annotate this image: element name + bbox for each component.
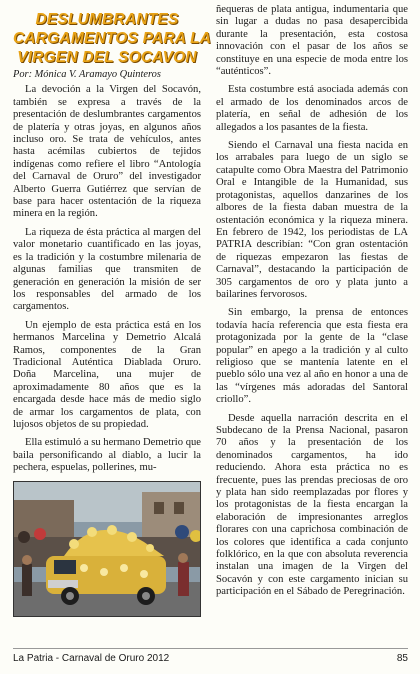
author-byline: Por: Mónica V. Aramayo Quinteros — [13, 69, 161, 80]
left-column — [13, 4, 212, 617]
photo-illustration — [14, 482, 201, 617]
article-title — [13, 10, 212, 67]
paragraph-right-3: Sin embargo, la prensa de entonces todavía hacía referencia que esta fiesta era protagonizada por la gente de la “clase popular” en apego a la tradición y al culto religioso que se mantenía latente en el pueblo sólo una vez al año en honor a una de las “vírgenes más adoradas del Santoral criollo”. — [216, 307, 408, 406]
paragraph-left-4: Ella estimuló a su hermano Demetrio que baila personificando al diablo, a lucir la pechera, espuelas, pollerines, mu- — [13, 437, 201, 474]
paragraph-left-3: Un ejemplo de esta práctica está en los hermanos Marcelina y Demetrio Alcalá Ramos, componentes de la Gran Tradicional Auténtica Diablada Oruro. Doña Marcelina, una mujer de aproximadamente 80 años que es la encargada desde hace más de medio siglo de armar los cargamentos de plata, con lujosos objetos de su propiedad. — [13, 319, 201, 430]
paragraph-left-2: La riqueza de ésta práctica al margen del valor monetario cuantificado en las joyas, es la tradición y la costumbre milenaria de algunas familias que transmiten de generación en generación la misión de ser los responsables del armado de los cargamentos. — [13, 226, 201, 313]
title-line-1: DESLUMBRANTES — [35, 11, 179, 28]
paragraph-right-4: Desde aquella narración descrita en el Subdecano de la Prensa Nacional, pasaron 70 años y la presentación de los denominados cargamentos, ha ido reduciendo. Ahora esta práctica no es frecuente, pues las prendas preciosas de oro y plata han sido reemplazadas por flores y los protagonistas de la fiesta encargan la elaboración de impresionantes arreglos florares con una caprichosa combinación de los colores que identifica a cada conjunto folklórico, en la que con absoluta reverencia instalan una imagen de la Virgen del Socavón y con este cargamento inician su participación en el Sábado de Peregrinación. — [216, 412, 408, 598]
paragraph-left-1: La devoción a la Virgen del Socavón, también se expresa a través de la presentación de deslumbrantes cargamentos de platería y otras joyas, en algunos años incluso oro. Se trata de vehículos, antes hasta acémilas cubiertos de tejidos indígenas como refiere el libro “Antología del Carnaval de Oruro” del investigador Alberto Guerra Gutiérrez que servían de base para hacer ostentación de la riqueza minera en la región. — [13, 84, 201, 220]
title-line-3: VIRGEN DEL SOCAVON — [17, 49, 197, 66]
title-line-2: CARGAMENTOS PARA LA — [13, 30, 212, 47]
paragraph-right-1: Esta costumbre está asociada además con el armado de los denominados arcos de platería, en señal de adhesión de los allegados a los pasantes de la fiesta. — [216, 84, 408, 133]
paragraph-right-continued: ñequeras de plata antigua, indumentaria que sin lugar a dudas no pasa desapercibida durante la presentación, esta costosa innovación con el pasar de los años se constituye en una especie de moda entre los “auténticos”. — [216, 4, 408, 78]
page-number: 85 — [396, 653, 408, 664]
cargamento-photo — [13, 481, 201, 617]
footer-publication: La Patria - Carnaval de Oruro 2012 — [13, 653, 170, 664]
paragraph-right-2: Siendo el Carnaval una fiesta nacida en los arrabales para luego de un siglo se catapulte como Obra Maestra del Patrimonio Oral e Intangible de la Humanidad, sus protagonistas, aquellos danzarines de los albores de la fiesta daban muestra de la ostentación económica y la riqueza minera. En febrero de 1942, los periodistas de LA PATRIA describían: “Con gran ostentación de riquezas empezaron las fiestas de Carnaval”, destacando la participación de 305 cargamentos de oro y plata junto a bailarines fervorosos. — [216, 140, 408, 300]
page-footer — [13, 648, 408, 664]
right-column — [216, 4, 408, 605]
